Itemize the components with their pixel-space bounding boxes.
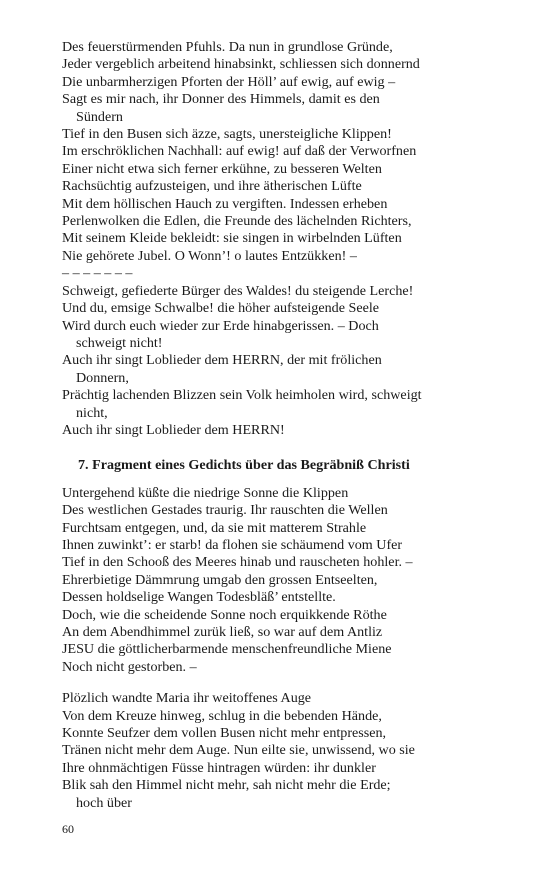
stanza-break <box>62 676 492 690</box>
text-line: Perlenwolken die Edlen, die Freunde des lächelnden Richters, <box>62 213 412 230</box>
text-line: schweigt nicht! <box>76 334 163 351</box>
text-line: Schweigt, gefiederte Bürger des Waldes! du steigende Lerche! <box>62 282 414 299</box>
text-line: Des westlichen Gestades traurig. Ihr rauschten die Wellen <box>62 502 388 519</box>
text-line: Ehrerbietige Dämmrung umgab den grossen Entseelten, <box>62 571 378 588</box>
text-line: Tränen nicht mehr dem Auge. Nun eilte sie, unwissend, wo sie <box>62 742 415 759</box>
text-line: Mit seinem Kleide bekleidt: sie singen in wirbelnden Lüften <box>62 230 402 247</box>
text-line: Wird durch euch wieder zur Erde hinabgerissen. – Doch <box>62 317 379 334</box>
text-line: Prächtig lachenden Blizzen sein Volk heimholen wird, schweigt <box>62 387 422 404</box>
spacer <box>62 475 492 485</box>
section-heading: 7. Fragment eines Gedichts über das Begräbniß Christi <box>78 457 410 474</box>
text-line: Donnern, <box>76 369 129 386</box>
text-line: Des feuerstürmenden Pfuhls. Da nun in grundlose Gründe, <box>62 39 393 55</box>
text-line: Tief in den Busen sich äzze, sagts, unersteigliche Klippen! <box>62 126 392 143</box>
text-line: Konnte Seufzer dem vollen Busen nicht mehr entpressen, <box>62 725 387 742</box>
poem-block-1 <box>62 39 492 439</box>
text-line: Sagt es mir nach, ihr Donner des Himmels, damit es den <box>62 91 380 108</box>
text-line: Einer nicht etwa sich ferner erkühne, zu besseren Welten <box>62 160 382 177</box>
text-line: Mit dem höllischen Hauch zu vergiften. Indessen erheben <box>62 195 388 212</box>
page-body <box>62 39 492 812</box>
text-line: Jeder vergeblich arbeitend hinabsinkt, schliessen sich donnernd <box>62 56 420 73</box>
text-line: JESU die göttlicherbarmende menschenfreundliche Miene <box>62 641 392 658</box>
text-line: nicht, <box>76 404 108 421</box>
text-line: Und du, emsige Schwalbe! die höher aufsteigende Seele <box>62 300 380 317</box>
page-number: 60 <box>62 822 74 836</box>
text-line: Furchtsam entgegen, und, da sie mit matterem Strahle <box>62 519 367 536</box>
poem-block-2 <box>62 485 492 676</box>
text-line: Noch nicht gestorben. – <box>62 658 197 675</box>
text-line: – – – – – – – <box>62 265 133 282</box>
text-line: hoch über <box>76 794 132 811</box>
text-line: Dessen holdselige Wangen Todesbläß’ entstellte. <box>62 589 336 606</box>
spacer <box>62 439 492 457</box>
text-line: Sündern <box>76 108 123 125</box>
text-line: Tief in den Schooß des Meeres hinab und rauscheten hohler. – <box>62 554 413 571</box>
text-line: Von dem Kreuze hinweg, schlug in die bebenden Hände, <box>62 707 382 724</box>
text-line: Ihnen zuwinkt’: er starb! da flohen sie schäumend vom Ufer <box>62 536 403 553</box>
text-line: Ihre ohnmächtigen Füsse hintragen würden: ihr dunkler <box>62 759 376 776</box>
text-line: Im erschröklichen Nachhall: auf ewig! auf daß der Verworfnen <box>62 143 417 160</box>
text-line: Auch ihr singt Loblieder dem HERRN! <box>62 421 285 438</box>
text-line: Rachsüchtig aufzusteigen, und ihre ätherischen Lüfte <box>62 178 362 195</box>
text-line: An dem Abendhimmel zurük ließ, so war auf dem Antliz <box>62 624 383 640</box>
text-line: Auch ihr singt Loblieder dem HERRN, der mit frölichen <box>62 352 382 369</box>
text-line: Nie gehörete Jubel. O Wonn’! o lautes Entzükken! – <box>62 247 357 264</box>
text-line: Untergehend küßte die niedrige Sonne die Klippen <box>62 484 349 501</box>
text-line: Doch, wie die scheidende Sonne noch erquikkende Röthe <box>62 606 387 623</box>
text-line: Plözlich wandte Maria ihr weitoffenes Auge <box>62 690 312 707</box>
text-line: Blik sah den Himmel nicht mehr, sah nicht mehr die Erde; <box>62 777 391 794</box>
poem-block-3 <box>62 690 492 812</box>
text-line: Die unbarmherzigen Pforten der Höll’ auf ewig, auf ewig – <box>62 73 396 90</box>
